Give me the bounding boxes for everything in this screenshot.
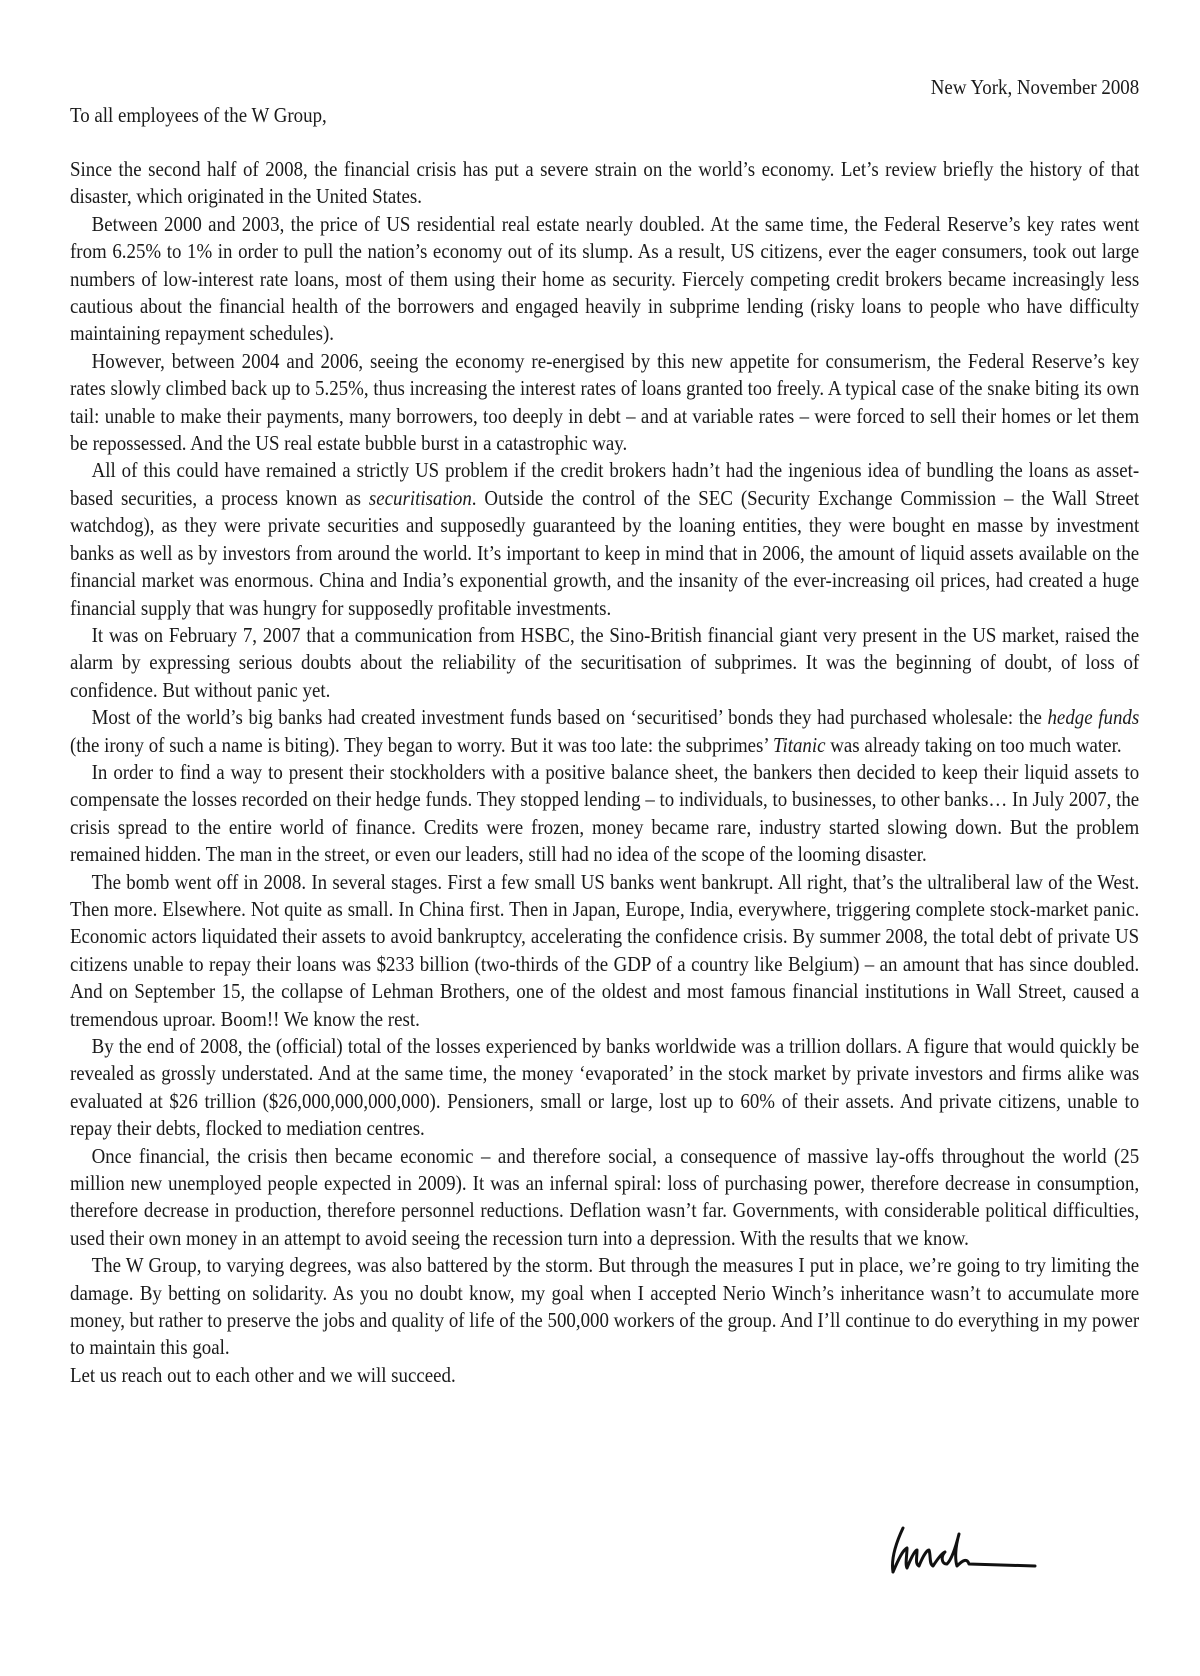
paragraphs [70, 156, 1139, 1362]
paragraph [70, 211, 1139, 348]
text-run: (the irony of such a name is biting). They began to worry. But it was too late: the subprimes’ [70, 732, 774, 757]
paragraph [70, 1143, 1139, 1253]
text-run: In order to find a way to present their stockholders with a positive balance sheet, the bankers then decided to keep their liquid assets to compensate the losses recorded on their hedge funds. They stopped lending – to individuals, to businesses, to other banks… In July 2007, the crisis spread to the entire world of finance. Credits were frozen, money became rare, industry started slowing down. But the problem remained hidden. The man in the street, or even our leaders, still had no idea of the scope of the looming disaster. [70, 759, 1140, 867]
paragraph [70, 622, 1139, 704]
text-run: Since the second half of 2008, the financial crisis has put a severe strain on the world’s economy. Let’s review briefly the history of that disaster, which originated in the United States. [70, 157, 1140, 209]
italic-term: hedge funds [1047, 705, 1140, 730]
italic-term: securitisation [368, 485, 472, 510]
text-run: The W Group, to varying degrees, was also battered by the storm. But through the measures I put in place, we’re going to try limiting the damage. By betting on solidarity. As you no doubt know, my goal when I accepted Nerio Winch’s inheritance wasn’t to accumulate more money, but rather to preserve the jobs and quality of life of the 500,000 workers of the group. And I’ll continue to do everything in my power to maintain this goal. [70, 1253, 1140, 1360]
letter-body [70, 156, 1139, 1389]
text-run: It was on February 7, 2007 that a communication from HSBC, the Sino-British financial giant very present in the US market, raised the alarm by expressing serious doubts about the reliability of the securitisation of subprimes. It was the beginning of doubt, of loss of confidence. But without panic yet. [70, 622, 1140, 702]
text-run: was already taking on too much water. [825, 732, 1122, 757]
salutation: To all employees of the W Group, [70, 103, 327, 127]
text-run: Between 2000 and 2003, the price of US residential real estate nearly doubled. At the same time, the Federal Reserve’s key rates went from 6.25% to 1% in order to pull the nation’s economy out of its slump. As a result, US citizens, ever the eager consumers, took out large numbers of low-interest rate loans, most of them using their home as security. Fiercely competing credit brokers became increasingly less cautious about the financial health of the borrowers and engaged heavily in subprime lending (risky loans to people who have difficulty maintaining repayment schedules). [70, 211, 1140, 346]
dateline: New York, November 2008 [930, 75, 1140, 99]
text-run: Most of the world’s big banks had created investment funds based on ‘securitised’ bonds they had purchased wholesale: the [91, 705, 1048, 730]
text-run: . Outside the control of the SEC (Security Exchange Commission – the Wall Street watchdog), as they were private securities and supposedly guaranteed by the loaning entities, they were bought en masse by investment banks as well as by investors from around the world. It’s important to keep in mind that in 2006, the amount of liquid assets available on the financial market was enormous. China and India’s exponential growth, and the insanity of the ever-increasing oil prices, had created a huge financial supply that was hungry for supposedly profitable investments. [70, 485, 1140, 620]
paragraph [70, 1252, 1139, 1362]
paragraph [70, 156, 1139, 211]
text-run: However, between 2004 and 2006, seeing the economy re-energised by this new appetite for consumerism, the Federal Reserve’s key rates slowly climbed back up to 5.25%, thus increasing the interest rates of loans granted too freely. A typical case of the snake biting its own tail: unable to make their payments, many borrowers, too deeply in debt – and at variable rates – were forced to sell their homes or let them be repossessed. And the US real estate bubble burst in a catastrophic way. [70, 348, 1140, 456]
paragraph [70, 704, 1139, 759]
paragraph [70, 457, 1139, 621]
text-run: All of this could have remained a strictly US problem if the credit brokers hadn’t had the ingenious idea of bundling the loans as asset-based securities, a process known as [70, 458, 1140, 510]
italic-term: Titanic [773, 732, 826, 757]
text-run: By the end of 2008, the (official) total of the losses experienced by banks worldwide was a trillion dollars. A figure that would quickly be revealed as grossly understated. And at the same time, the money ‘evaporated’ in the stock market by private investors and firms alike was evaluated at $26 trillion ($26,000,000,000,000). Pensioners, small or large, lost up to 60% of their assets. And private citizens, unable to repay their debts, flocked to mediation centres. [70, 1034, 1140, 1141]
closing-line: Let us reach out to each other and we will succeed. [70, 1362, 456, 1387]
paragraph [70, 759, 1139, 869]
paragraph [70, 869, 1139, 1033]
text-run: The bomb went off in 2008. In several stages. First a few small US banks went bankrupt. All right, that’s the ultraliberal law of the West. Then more. Elsewhere. Not quite as small. In China first. Then in Japan, Europe, India, everywhere, triggering complete stock-market panic. Economic actors liquidated their assets to avoid bankruptcy, accelerating the confidence crisis. By summer 2008, the total debt of private US citizens unable to repay their loans was $233 billion (two-thirds of the GDP of a country like Belgium) – an amount that has since doubled. And on September 15, the collapse of Lehman Brothers, one of the oldest and most famous financial institutions in Wall Street, caused a tremendous uproar. Boom!! We know the rest. [70, 869, 1140, 1031]
text-run: Once financial, the crisis then became economic – and therefore social, a consequence of massive lay-offs throughout the world (25 million new unemployed people expected in 2009). It was an infernal spiral: loss of purchasing power, therefore decrease in consumption, therefore decrease in production, therefore personnel reductions. Deflation wasn’t far. Governments, with considerable political difficulties, used their own money in an attempt to avoid seeing the recession turn into a depression. With the results that we know. [70, 1143, 1140, 1250]
signature [885, 1520, 1045, 1580]
paragraph [70, 1033, 1139, 1143]
paragraph [70, 348, 1139, 458]
